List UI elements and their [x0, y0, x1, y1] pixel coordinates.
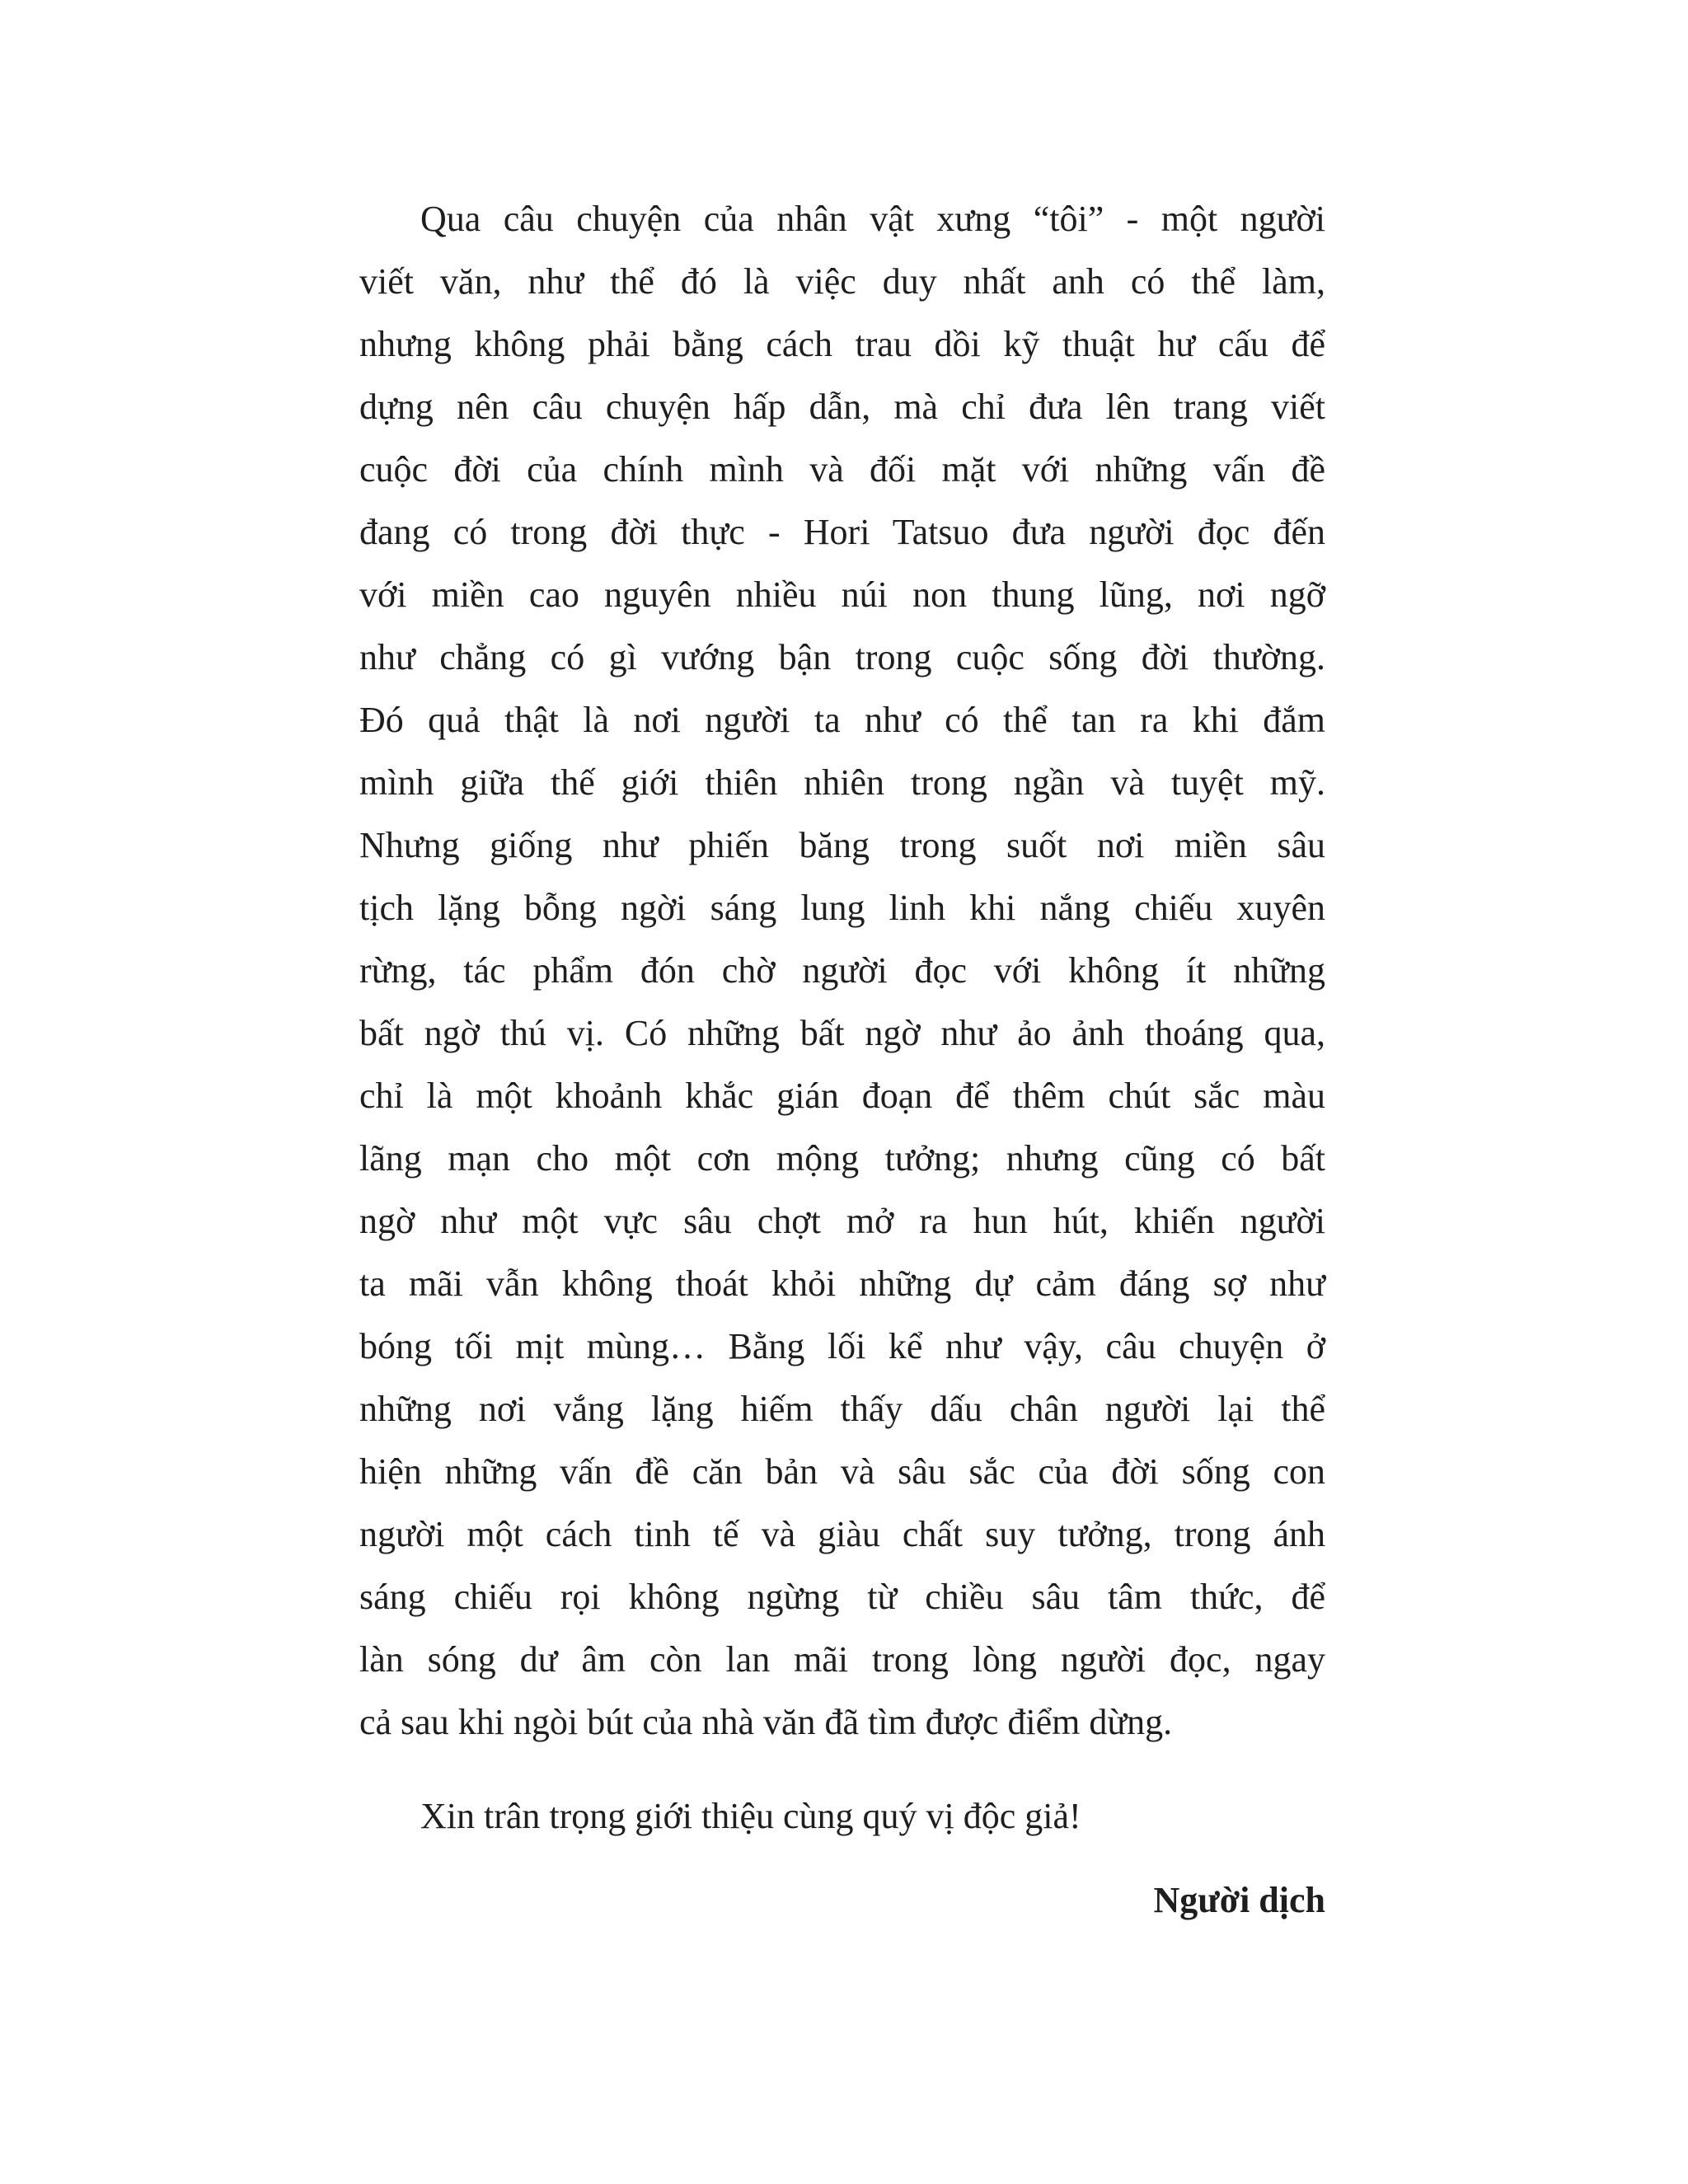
paragraph-line: hiện những vấn đề căn bản và sâu sắc của đời sống con [359, 1451, 1325, 1492]
paragraph-line: Nhưng giống như phiến băng trong suốt nơi miền sâu [359, 825, 1325, 865]
paragraph-line: bất ngờ thú vị. Có những bất ngờ như ảo ảnh thoáng qua, [359, 1013, 1325, 1053]
paragraph-line: người một cách tinh tế và giàu chất suy tưởng, trong ánh [359, 1514, 1325, 1554]
paragraph-line: Qua câu chuyện của nhân vật xưng “tôi” - một người [420, 199, 1325, 239]
paragraph-line: bóng tối mịt mùng… Bằng lối kể như vậy, câu chuyện ở [359, 1326, 1325, 1366]
paragraph-line: cuộc đời của chính mình và đối mặt với những vấn đề [359, 449, 1325, 490]
paragraph-line: viết văn, như thể đó là việc duy nhất anh có thể làm, [359, 261, 1325, 302]
paragraph-line: tịch lặng bỗng ngời sáng lung linh khi nắng chiếu xuyên [359, 888, 1325, 928]
paragraph-line: Đó quả thật là nơi người ta như có thể tan ra khi đắm [359, 700, 1325, 740]
paragraph-line: cả sau khi ngòi bút của nhà văn đã tìm được điểm dừng. [359, 1702, 1173, 1742]
paragraph-line: nhưng không phải bằng cách trau dồi kỹ thuật hư cấu để [359, 324, 1325, 364]
paragraph-line: dựng nên câu chuyện hấp dẫn, mà chỉ đưa lên trang viết [359, 387, 1325, 427]
paragraph-line: đang có trong đời thực - Hori Tatsuo đưa người đọc đến [359, 512, 1325, 552]
translator-signature: Người dịch [1153, 1880, 1325, 1920]
paragraph-line: ngờ như một vực sâu chợt mở ra hun hút, khiến người [359, 1201, 1325, 1241]
closing-line: Xin trân trọng giới thiệu cùng quý vị độc giả! [420, 1796, 1081, 1836]
paragraph-line: với miền cao nguyên nhiều núi non thung lũng, nơi ngỡ [359, 574, 1325, 615]
paragraph-line: ta mãi vẫn không thoát khỏi những dự cảm đáng sợ như [359, 1263, 1325, 1304]
paragraph-line: rừng, tác phẩm đón chờ người đọc với không ít những [359, 950, 1325, 991]
paragraph-line: mình giữa thế giới thiên nhiên trong ngần và tuyệt mỹ. [359, 762, 1325, 803]
body-paragraph [359, 188, 1325, 1754]
paragraph-line: những nơi vắng lặng hiếm thấy dấu chân người lại thể [359, 1389, 1325, 1429]
paragraph-line: chỉ là một khoảnh khắc gián đoạn để thêm chút sắc màu [359, 1076, 1325, 1116]
paragraph-line: làn sóng dư âm còn lan mãi trong lòng người đọc, ngay [359, 1639, 1325, 1680]
paragraph-line: sáng chiếu rọi không ngừng từ chiều sâu tâm thức, để [359, 1577, 1325, 1617]
paragraph-line: như chẳng có gì vướng bận trong cuộc sống đời thường. [359, 637, 1325, 677]
paragraph-line: lãng mạn cho một cơn mộng tưởng; nhưng cũng có bất [359, 1138, 1325, 1179]
